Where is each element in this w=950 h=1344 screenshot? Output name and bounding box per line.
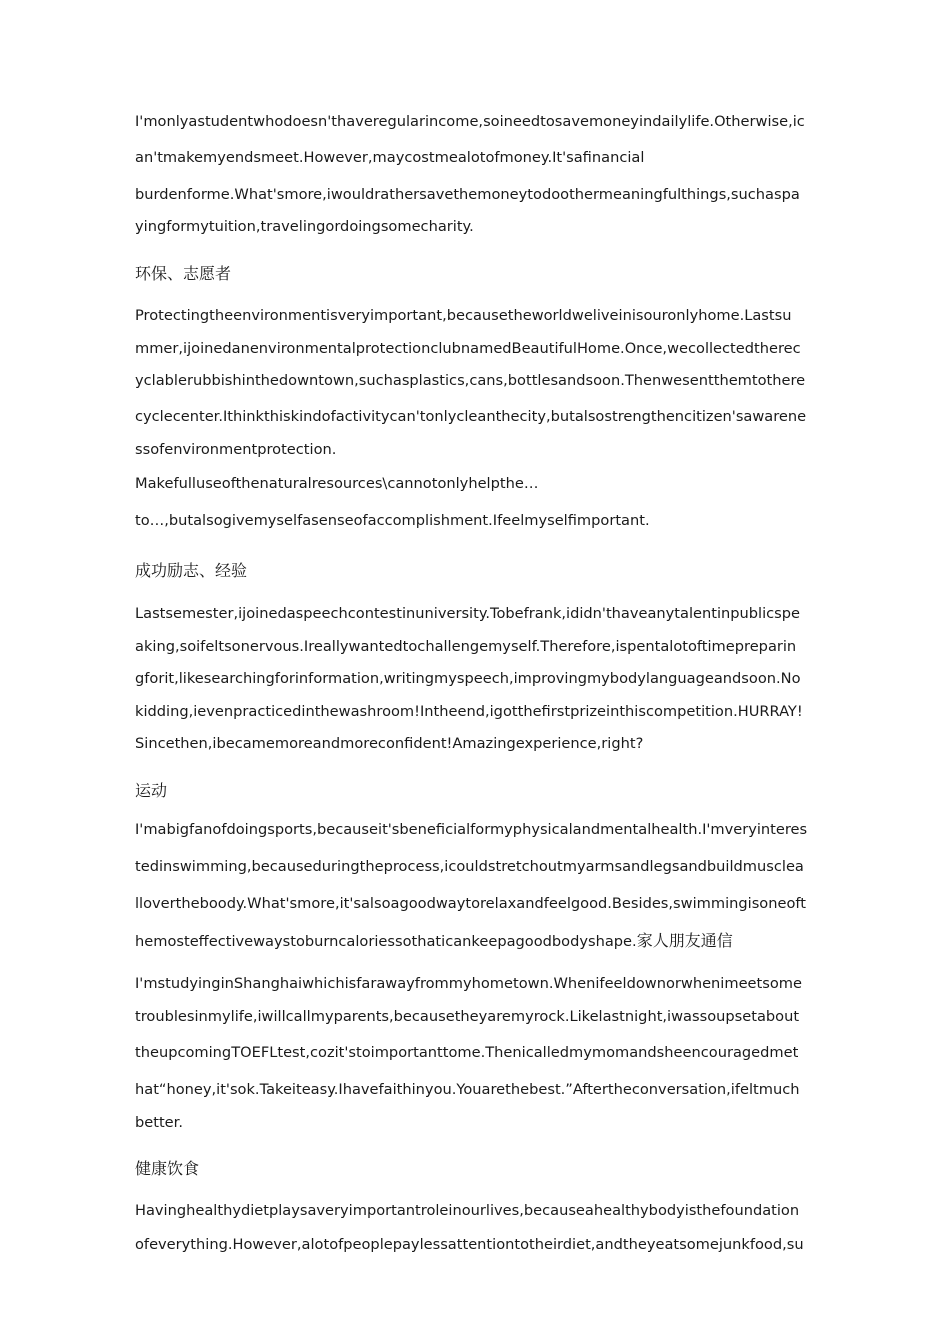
paragraph-line: better. [135, 1114, 183, 1131]
paragraph-line: yingformytuition,travelingordoingsomecharity. [135, 218, 474, 235]
paragraph-line: gforit,likesearchingforinformation,writingmyspeech,improvingmybodylanguageandsoon.No [135, 670, 801, 687]
paragraph-line: cyclecenter.Ithinkthiskindofactivitycan'tonlycleanthecity,butalsostrengthencitizen'sawarene [135, 408, 807, 425]
paragraph-line: ofeverything.However,alotofpeoplepaylessattentiontotheirdiet,andtheyeatsomejunkfood,su [135, 1236, 804, 1253]
paragraph-line: theupcomingTOEFLtest,cozit'stoimportanttome.Thenicalledmymomandsheencouragedmet [135, 1044, 799, 1061]
paragraph-line: hat“honey,it'sok.Takeiteasy.Ihavefaithinyou.Youarethebest.”Aftertheconversation,ifeltmuch [135, 1081, 800, 1098]
paragraph-line: yclablerubbishinthedowntown,suchasplastics,cans,bottlesandsoon.Thenwesentthemtothere [135, 372, 806, 389]
paragraph-line: aking,soifeltsonervous.Ireallywantedtochallengemyself.Therefore,ispentalotoftimepreparin [135, 638, 797, 655]
paragraph-line: kidding,ievenpracticedinthewashroom!Intheend,igotthefirstprizeinthiscompetition.HURRAY! [135, 703, 803, 720]
paragraph-line: I'monlyastudentwhodoesn'thaveregularincome,soineedtosavemoneyindailylife.Otherwise,ic [135, 113, 805, 130]
paragraph-line: Sincethen,ibecamemoreandmoreconfident!Amazingexperience,right? [135, 735, 644, 752]
paragraph-line: ssofenvironmentprotection. [135, 441, 337, 458]
section-heading: 家人朋友通信 [636, 931, 733, 950]
paragraph-line: I'mabigfanofdoingsports,becauseit'sbeneficialformyphysicalandmentalhealth.I'mveryinteres [135, 821, 808, 838]
paragraph-line [135, 931, 733, 952]
paragraph-line: llovertheboody.What'smore,it'salsoagoodwaytorelaxandfeelgood.Besides,swimmingisoneoft [135, 895, 806, 912]
paragraph-line: Lastsemester,ijoinedaspeechcontestinuniversity.Tobefrank,ididn'thaveanytalentinpublicspe [135, 605, 801, 622]
paragraph-line: an'tmakemyendsmeet.However,maycostmealotofmoney.It'safinancial [135, 149, 645, 166]
section-heading: 环保、志愿者 [135, 264, 232, 283]
paragraph-line: Havinghealthydietplaysaveryimportantroleinourlives,becauseahealthybodyisthefoundation [135, 1202, 800, 1219]
paragraph-line: Makefulluseofthenaturalresources\cannotonlyhelpthe… [135, 475, 539, 492]
paragraph-line: mmer,ijoinedanenvironmentalprotectionclubnamedBeautifulHome.Once,wecollectedtherec [135, 340, 801, 357]
section-heading: 健康饮食 [135, 1159, 200, 1178]
paragraph-line: tedinswimming,becauseduringtheprocess,icouldstretchoutmyarmsandlegsandbuildmusclea [135, 858, 804, 875]
paragraph-line: Protectingtheenvironmentisveryimportant,becausetheworldweliveinisouronlyhome.Lastsu [135, 307, 792, 324]
section-heading: 运动 [135, 781, 168, 800]
paragraph-line: to…,butalsogivemyselfasenseofaccomplishment.Ifeelmyselfimportant. [135, 512, 650, 529]
paragraph-line: burdenforme.What'smore,iwouldrathersavethemoneytodoothermeaningfulthings,suchaspa [135, 186, 800, 203]
paragraph-line: troublesinmylife,iwillcallmyparents,becausetheyaremyrock.Likelastnight,iwassoupsetabout [135, 1008, 800, 1025]
paragraph-line-text: hemosteffectivewaystoburncaloriessothaticankeepagoodbodyshape. [135, 933, 637, 950]
paragraph-line: I'mstudyinginShanghaiwhichisfarawayfrommyhometown.Whenifeeldownorwhenimeetsome [135, 975, 802, 992]
section-heading: 成功励志、经验 [135, 561, 248, 580]
